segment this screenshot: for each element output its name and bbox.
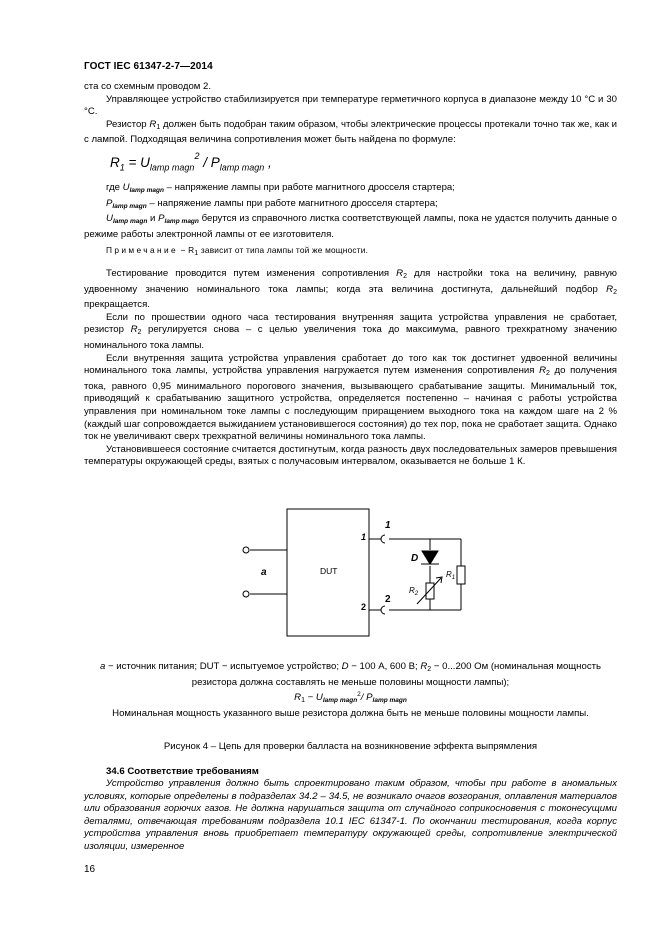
contact-1-icon [381,535,385,543]
diode-icon [422,551,438,564]
paragraph-3: Резистор $R_1$ должен быть подобран таким образом, чтобы электрические процессы протекали точно так же, как и с лампой. Подходящая величина сопротивления может быть найдена по формуле: [84,118,617,146]
where-line-3: $U_{lamp magn}$ и $P_{lamp magn}$ берутся из справочного листка соответствующей лампы, пока не удастся получить данные о режиме работы электронной лампы от ее изготовителя. [84,213,618,240]
section-title: 34.6 Соответствие требованиям [106,766,259,777]
terminal-2-out-label: 2 [385,594,391,605]
document-header: ГОСТ IEC 61347-2-7—2014 [84,61,213,72]
where-line-2: $P_{lamp magn}$ – напряжение лампы при работе магнитного дросселя стартера; [106,197,438,210]
paragraph-2: Управляющее устройство стабилизируется при температуре герметичного корпуса в диапазоне между 10 °С и 30 °С. [84,93,617,118]
figure-legend [84,661,617,721]
legend-line-2: $R_1 - U_{lamp magn}^2/$ $P_{lamp magn}$ [294,691,407,705]
source-terminal-bottom [243,591,249,597]
paragraph-7: Установившееся состояние считается достигнутым, когда разность двух последовательных замеров превышения температуры окружающей среды, взятых с получасовым интервалом, оказывается не больше 1 К. [84,443,617,468]
note-label: Примечание [106,245,179,255]
r1-label: $R_1$ [446,570,456,581]
legend-line-1: a − источник питания; DUT − испытуемое устройство; D − 100 А, 600 В; $R_2 - 0...200$ Ом (номинальная мощность резистора должна составлять не меньше половины мощности лампы); [99,661,602,688]
terminal-1-label: 1 [361,532,367,542]
paragraph-1: ста со схемным проводом 2. [84,81,212,92]
terminal-1-out-label: 1 [385,520,391,531]
resistor-r1 [457,566,465,584]
dut-label: DUT [320,566,338,576]
legend-line-3: Номинальная мощность указанного выше резистора должна быть не меньше половины мощности лампы. [112,707,589,719]
page-number: 16 [84,864,96,875]
formula-r1: $R_1 = U_{lamp magn}^2 / P_{lamp magn}$ , [110,151,272,173]
where-line-1: где $U_{lamp magn}$ – напряжение лампы при работе магнитного дросселя стартера; [106,182,455,194]
resistor-r2 [426,583,434,599]
figure-title: Рисунок 4 – Цепь для проверки балласта на возникновение эффекта выпрямления [163,741,538,752]
paragraph-5: Если по прошествии одного часа тестирования внутренняя защита устройства управления не сработает, резистор $R_2$ регулируется снова – с целью увеличения тока до максимума, равного трехкратному значению номинального тока лампы. [84,311,617,351]
source-terminal-top [243,547,249,553]
terminal-2-label: 2 [361,602,367,612]
paragraph-6: Если внутренняя защита устройства управления сработает до того как ток достигнет удвоенной величины номинального тока лампы, устройства управления нагружается путем изменения сопротивления $R_2$ до получения тока, равного 0,95 минимального порогового значения, вызывающего срабатывание защиты. Минимальный ток, приводящий к срабатыванию защитного устройства, определяется постепенно – начиная с работы устройства управления при номинальном токе лампы с последующим приращением выходного тока на каждом шаге на 2 % (каждый шаг сопровождается выжиданием установившегося состояния) до тех пор, пока не сработает защита. Однако ток не увеличивают сверх трехкратной величины номинального тока лампы. [84,352,617,443]
contact-2-icon [381,606,385,614]
section-text: Устройство управления должно быть спроектировано таким образом, чтобы при работе в аномальных условиях, которые определены в подразделах 34.2 – 34.5, не возникало очагов возгорания, оплавления материалов или образования горючих газов. Не должна нарушаться защита от случайного соприкосновения с токонесущими деталями, отвечающая требованиям подраздела 10.1 IEC 61347-1. По окончании тестирования, когда корпус устройства управления вновь приобретает температуру окружающей среды, сопротивление электрической изоляции, измеренное [84,778,617,852]
source-label: a [261,567,267,578]
diode-label: D [411,553,419,564]
note: Примечание − $R_1$ зависит от типа лампы той же мощности. [106,245,369,257]
r2-label: $R_2$ [409,586,419,597]
paragraph-4: Тестирование проводится путем изменения сопротивления $R_2$ для настройки тока на величину, равную удвоенному значению номинального тока лампы; когда эта величина достигнута, дальнейший подбор $R_2$ прекращается. [84,268,617,311]
